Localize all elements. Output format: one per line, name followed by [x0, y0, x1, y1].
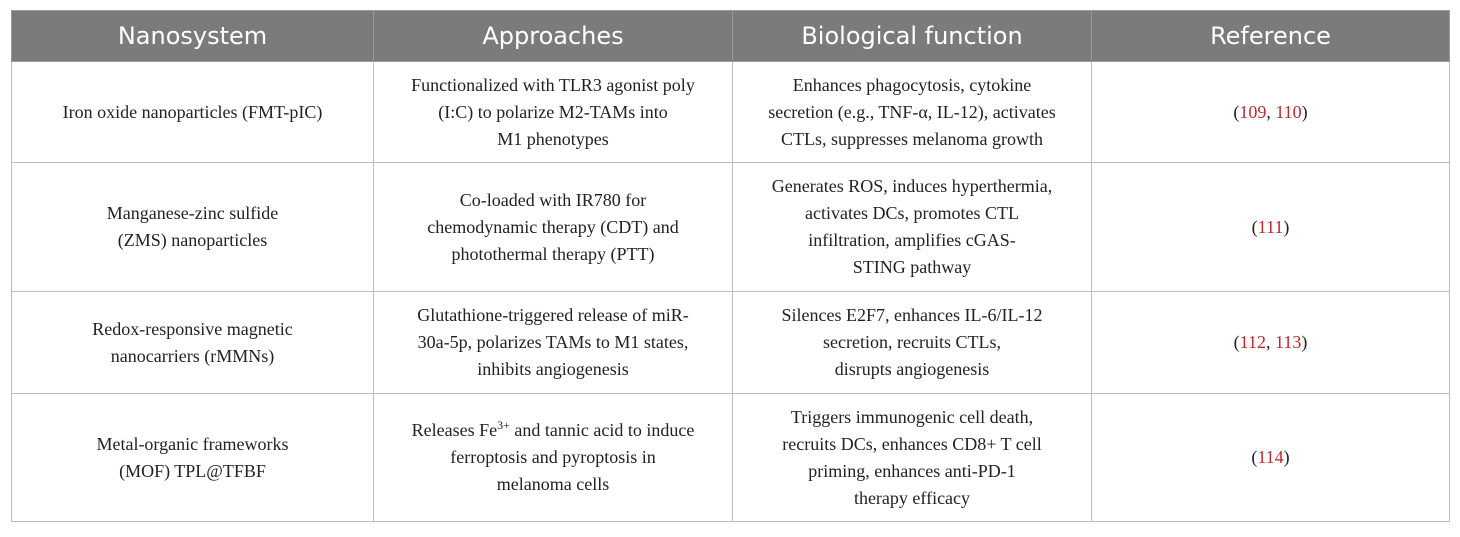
- reference-cell: [1092, 62, 1450, 163]
- reference-link[interactable]: 113: [1275, 332, 1302, 352]
- reference-link[interactable]: 109: [1239, 101, 1267, 122]
- cell-line: Generates ROS, induces hyperthermia,: [771, 176, 1053, 196]
- reference-link[interactable]: 110: [1275, 101, 1302, 122]
- ref-open-paren: (: [1233, 101, 1240, 122]
- cell-line: infiltration, amplifies cGAS-: [808, 230, 1016, 250]
- cell-line: melanoma cells: [496, 474, 610, 494]
- biological-function-cell: [733, 292, 1092, 394]
- reference-link[interactable]: 114: [1257, 447, 1284, 467]
- ref-close-paren: ): [1283, 447, 1290, 467]
- nanosystem-cell: [12, 62, 374, 163]
- cell-line: secretion (e.g., TNF-α, IL-12), activates: [768, 101, 1056, 122]
- cell-line: Glutathione-triggered release of miR-: [417, 305, 689, 325]
- cell-line: (MOF) TPL@TFBF: [119, 460, 266, 481]
- ref-separator: ,: [1266, 101, 1276, 122]
- cell-line: Metal-organic frameworks: [96, 433, 289, 454]
- nanosystem-cell: [12, 292, 374, 394]
- nanosystem-cell: [12, 394, 374, 522]
- table-row: [12, 62, 1450, 163]
- cell-line: secretion, recruits CTLs,: [823, 332, 1001, 352]
- nanosystem-table: [11, 10, 1450, 522]
- header-row: [12, 11, 1450, 62]
- biological-function-cell: [733, 163, 1092, 292]
- ref-close-paren: ): [1283, 216, 1290, 237]
- biological-function-cell: [733, 394, 1092, 522]
- ref-separator: ,: [1266, 332, 1275, 352]
- approaches-cell: [374, 62, 733, 163]
- table-row: [12, 292, 1450, 394]
- cell-line: nanocarriers (rMMNs): [110, 345, 275, 366]
- cell-line: Functionalized with TLR3 agonist poly: [411, 74, 695, 95]
- cell-line: Enhances phagocytosis, cytokine: [792, 74, 1032, 95]
- cell-line: photothermal therapy (PTT): [451, 243, 655, 264]
- cell-line: (I:C) to polarize M2-TAMs into: [438, 101, 668, 122]
- nanosystem-table-container: [11, 10, 1449, 522]
- approaches-cell: [374, 292, 733, 394]
- cell-line: priming, enhances anti-PD-1: [808, 460, 1016, 481]
- cell-line: Redox-responsive magnetic: [92, 318, 293, 339]
- header-nanosystem: Nanosystem: [12, 11, 374, 62]
- nanosystem-cell: [12, 163, 374, 292]
- cell-line: activates DCs, promotes CTL: [805, 203, 1019, 223]
- cell-line: recruits DCs, enhances CD8+ T cell: [782, 433, 1042, 454]
- ref-open-paren: (: [1233, 332, 1240, 352]
- reference-link[interactable]: 111: [1257, 216, 1284, 237]
- ref-open-paren: (: [1251, 216, 1258, 237]
- approaches-cell: [374, 163, 733, 292]
- cell-line: ferroptosis and pyroptosis in: [450, 447, 656, 467]
- approaches-cell: [374, 394, 733, 522]
- cell-line: therapy efficacy: [853, 487, 971, 508]
- reference-link[interactable]: 112: [1239, 332, 1266, 352]
- reference-cell: [1092, 394, 1450, 522]
- cell-line: CTLs, suppresses melanoma growth: [781, 128, 1043, 149]
- biological-function-cell: [733, 62, 1092, 163]
- reference-cell: [1092, 163, 1450, 292]
- cell-line: Silences E2F7, enhances IL-6/IL-12: [781, 305, 1043, 325]
- cell-line: chemodynamic therapy (CDT) and: [427, 216, 679, 237]
- cell-line: inhibits angiogenesis: [477, 359, 629, 379]
- header-approaches: Approaches: [374, 11, 733, 62]
- cell-line-fe: [412, 420, 695, 440]
- cell-line: STING pathway: [852, 257, 972, 277]
- cell-line: Iron oxide nanoparticles (FMT-pIC): [62, 101, 323, 122]
- text-fragment: and tannic acid to induce: [509, 420, 695, 440]
- reference-cell: [1092, 292, 1450, 394]
- ref-close-paren: ): [1301, 332, 1308, 352]
- superscript-charge: 3+: [497, 418, 510, 432]
- table-row: [12, 394, 1450, 522]
- cell-line: Manganese-zinc sulfide: [106, 203, 279, 223]
- cell-line: disrupts angiogenesis: [834, 359, 990, 379]
- cell-line: Triggers immunogenic cell death,: [790, 406, 1034, 427]
- text-fragment: Releases Fe: [411, 420, 498, 440]
- cell-line: 30a-5p, polarizes TAMs to M1 states,: [417, 332, 689, 352]
- header-biological-function: Biological function: [733, 11, 1092, 62]
- ref-close-paren: ): [1301, 101, 1308, 122]
- cell-line: Co-loaded with IR780 for: [459, 189, 647, 210]
- ref-open-paren: (: [1251, 447, 1258, 467]
- cell-line: (ZMS) nanoparticles: [117, 230, 268, 250]
- header-reference: Reference: [1092, 11, 1450, 62]
- table-row: [12, 163, 1450, 292]
- cell-line: M1 phenotypes: [497, 128, 609, 149]
